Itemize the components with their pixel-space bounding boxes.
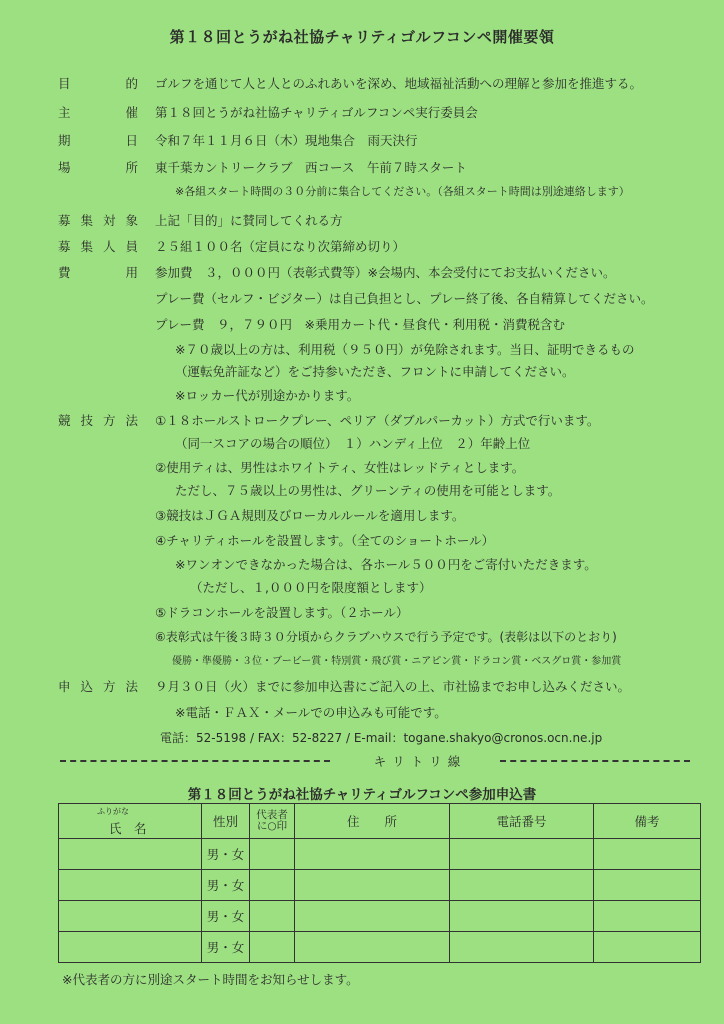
- target-value: 上記「目的」に賛同してくれる方: [155, 213, 343, 228]
- name-ruby: ふりがな: [97, 807, 129, 816]
- apply-line: ９月３０日（火）までに参加申込書にご記入の上、市社協までお申し込みください。: [155, 679, 631, 694]
- sex-cell[interactable]: 男・女: [202, 932, 250, 963]
- form-row: [59, 870, 701, 901]
- cost-line: プレー費 ９，７９０円 ※乗用カート代・昼食代・利用税・消費税含む: [155, 317, 565, 332]
- cut-dash-left: [60, 760, 330, 762]
- address-cell[interactable]: [295, 901, 450, 932]
- phone-cell[interactable]: [450, 870, 594, 901]
- date-value: 令和７年１１月６日（木）現地集合 雨天決行: [155, 133, 418, 148]
- rules-line: ※ワンオンできなかった場合は、各ホール５００円をご寄付いただきます。: [175, 557, 597, 572]
- form-header-row: [59, 804, 701, 839]
- address-cell[interactable]: [295, 870, 450, 901]
- apply-label: 申 込 方 法: [58, 679, 138, 694]
- cut-dash-right: [500, 760, 690, 762]
- phone-header: 電話番号: [450, 804, 594, 839]
- cut-line-label: キリトリ線: [373, 754, 467, 769]
- target-label: 募 集 対 象: [58, 213, 138, 228]
- count-label: 募 集 人 員: [58, 239, 138, 254]
- name-cell[interactable]: [59, 870, 202, 901]
- name-cell[interactable]: [59, 839, 202, 870]
- rules-line: （ただし、１,０００円を限度額とします）: [190, 580, 432, 595]
- place-note: ※各組スタート時間の３０分前に集合してください。（各組スタート時間は別途連絡します）: [175, 185, 630, 198]
- count-value: ２５組１００名（定員になり次第締め切り）: [155, 239, 406, 254]
- remarks-cell[interactable]: [594, 839, 701, 870]
- host-label: 主 催: [58, 105, 138, 120]
- cost-line: 参加費 ３，０００円（表彰式費等）※会場内、本会受付にてお支払いください。: [155, 265, 616, 280]
- rules-line: ⑥表彰式は午後３時３０分頃からクラブハウスで行う予定です。(表彰は以下のとおり): [155, 630, 617, 644]
- form-row: [59, 932, 701, 963]
- address-cell[interactable]: [295, 839, 450, 870]
- remarks-cell[interactable]: [594, 901, 701, 932]
- name-label: 氏 名: [109, 821, 147, 836]
- rules-line: ④チャリティホールを設置します。（全てのショートホール）: [155, 533, 495, 548]
- address-cell[interactable]: [295, 932, 450, 963]
- host-value: 第１８回とうがね社協チャリティゴルフコンペ実行委員会: [155, 105, 478, 120]
- cost-line: プレー費（セルフ・ビジター）は自己負担とし、プレー終了後、各自精算してください。: [155, 291, 654, 306]
- rep-cell[interactable]: [250, 870, 295, 901]
- rules-line: ③競技はＪＧＡ規則及びローカルルールを適用します。: [155, 508, 465, 523]
- cost-line: （運転免許証など）をご持参いただき、フロントに申請してください。: [175, 364, 575, 379]
- phone-cell[interactable]: [450, 901, 594, 932]
- contact-line: 電話：52-5198 / FAX：52-8227 / E-mail：togane.shakyo@cronos.ocn.ne.jp: [160, 731, 603, 745]
- name-cell[interactable]: [59, 901, 202, 932]
- rules-line: （同一スコアの場合の順位） １）ハンディ上位 ２）年齢上位: [175, 436, 531, 451]
- place-value: 東千葉カントリークラブ 西コース 午前７時スタート: [155, 160, 467, 175]
- cost-line: ※ロッカー代が別途かかります。: [175, 388, 360, 403]
- cut-line: [60, 752, 690, 768]
- form-row: [59, 901, 701, 932]
- form-row: [59, 839, 701, 870]
- phone-cell[interactable]: [450, 839, 594, 870]
- purpose-label: 目 的: [58, 76, 138, 91]
- awards-list: 優勝・準優勝・３位・ブービー賞・特別賞・飛び賞・ニアピン賞・ドラコン賞・ベスグロ賞・参加賞: [172, 656, 622, 667]
- apply-line: ※電話・ＦＡＸ・メールでの申込みも可能です。: [175, 705, 447, 720]
- cost-label: 費 用: [58, 265, 138, 280]
- date-label: 期 日: [58, 133, 138, 148]
- form-title: 第１８回とうがね社協チャリティゴルフコンペ参加申込書: [187, 787, 537, 803]
- rules-line: ②使用ティは、男性はホワイトティ、女性はレッドティとします。: [155, 460, 525, 475]
- address-header: 住 所: [295, 804, 450, 839]
- rep-cell[interactable]: [250, 901, 295, 932]
- remarks-header: 備考: [594, 804, 701, 839]
- footnote: ※代表者の方に別途スタート時間をお知らせします。: [62, 972, 359, 987]
- sex-cell[interactable]: 男・女: [202, 839, 250, 870]
- application-form-table: [58, 803, 701, 963]
- rules-line: ただし、７５歳以上の男性は、グリーンティの使用を可能とします。: [175, 483, 561, 498]
- cost-line: ※７０歳以上の方は、利用税（９５０円）が免除されます。当日、証明できるもの: [175, 342, 635, 357]
- rules-line: ①１８ホールストロークプレー、ペリア（ダブルパーカット）方式で行います。: [155, 413, 600, 428]
- rep-cell[interactable]: [250, 932, 295, 963]
- sex-cell[interactable]: 男・女: [202, 870, 250, 901]
- sex-cell[interactable]: 男・女: [202, 901, 250, 932]
- rules-label: 競 技 方 法: [58, 413, 138, 428]
- remarks-cell[interactable]: [594, 870, 701, 901]
- rep-cell[interactable]: [250, 839, 295, 870]
- purpose-value: ゴルフを通じて人と人とのふれあいを深め、地域福祉活動への理解と参加を推進する。: [155, 76, 643, 91]
- place-label: 場 所: [58, 160, 138, 175]
- remarks-cell[interactable]: [594, 932, 701, 963]
- phone-cell[interactable]: [450, 932, 594, 963]
- name-cell[interactable]: [59, 932, 202, 963]
- rules-line: ⑤ドラコンホールを設置します。（２ホール）: [155, 605, 409, 620]
- sex-header: 性別: [202, 804, 250, 839]
- name-header: [59, 804, 202, 839]
- page-title: 第１８回とうがね社協チャリティゴルフコンペ開催要領: [169, 28, 555, 46]
- rep-header: 代表者 に○印: [250, 804, 295, 839]
